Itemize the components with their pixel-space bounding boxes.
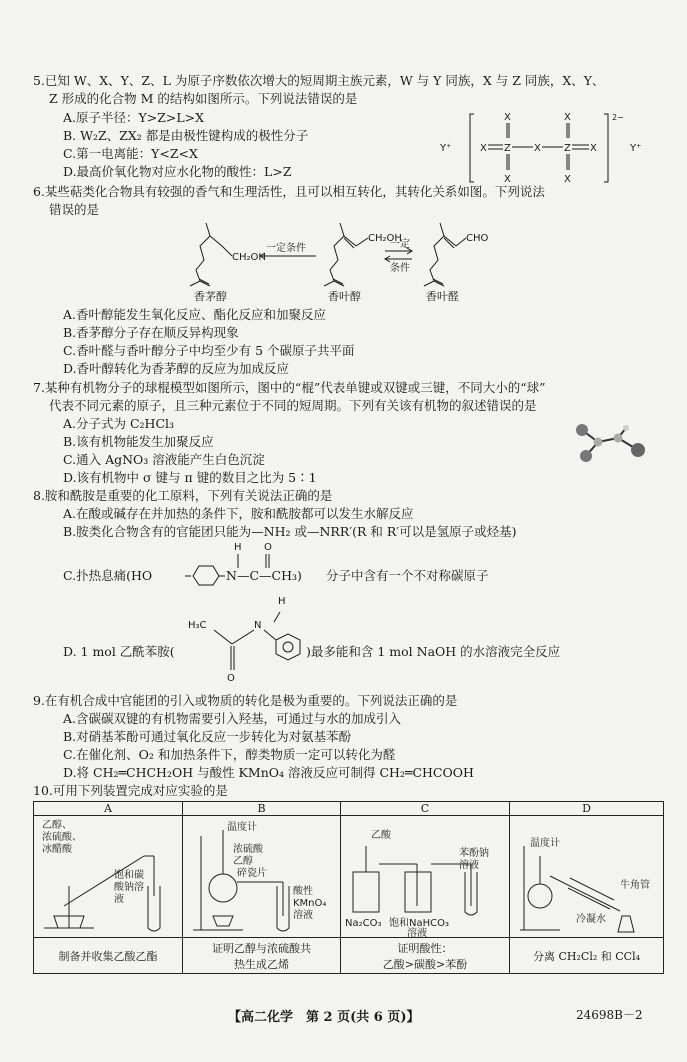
- svg-text:Na₂CO₃: Na₂CO₃: [345, 918, 382, 929]
- q9-stem: 9.在有机合成中官能团的引入或物质的转化是极为重要的。下列说法正确的是: [33, 693, 458, 708]
- svg-text:浓硫酸: 浓硫酸: [233, 844, 263, 855]
- q5-structure-figure: [440, 108, 650, 186]
- q8-option-c-prefix: C.扑热息痛(HO: [63, 568, 153, 583]
- q9-option-d: D.将 CH₂═CHCH₂OH 与酸性 KMnO₄ 溶液反应可制得 CH₂═CHCOOH: [63, 765, 474, 780]
- q5-option-c: C.第一电离能：Y<Z<X: [63, 146, 198, 161]
- svg-text:冷凝水: 冷凝水: [576, 914, 606, 925]
- svg-text:饱和碳: 饱和碳: [114, 870, 144, 881]
- q6-option-c: C.香叶醛与香叶醇分子中均至少有 5 个碳原子共平面: [63, 343, 355, 358]
- q8-c-benzene-ring: [185, 538, 225, 586]
- q8-option-d-suffix: )最多能和含 1 mol NaOH 的水溶液完全反应: [306, 644, 561, 659]
- svg-text:温度计: 温度计: [530, 838, 560, 849]
- q6-reaction-scheme: [170, 218, 510, 306]
- q10-caption-d: 分离 CH₂Cl₂ 和 CCl₄: [510, 938, 664, 974]
- q7-option-a: A.分子式为 C₂HCl₃: [63, 416, 175, 431]
- atom-x-top-left: X: [504, 112, 511, 123]
- q8-d-n-label: N: [254, 620, 262, 631]
- svg-text:浓硫酸、: 浓硫酸、: [42, 832, 82, 843]
- q6-condition-2b: 条件: [390, 263, 410, 274]
- q10-figure-b: [183, 816, 341, 938]
- svg-text:温度计: 温度计: [227, 822, 257, 833]
- svg-text:牛角管: 牛角管: [620, 880, 650, 891]
- q7-option-c: C.通入 AgNO₃ 溶液能产生白色沉淀: [63, 452, 265, 467]
- atom-x-right: X: [590, 143, 597, 154]
- q10-apparatus-table: [33, 801, 664, 974]
- svg-text:饱和NaHCO₃: 饱和NaHCO₃: [389, 918, 449, 929]
- q8-d-o-label: O: [227, 673, 235, 684]
- svg-text:酸钠溶: 酸钠溶: [114, 882, 144, 893]
- atom-z-left: Z: [504, 143, 511, 154]
- svg-text:液: 液: [114, 894, 124, 905]
- q7-stem-line2: 代表不同元素的原子，且三种元素位于不同的短周期。下列有关该有机物的叙述错误的是: [49, 398, 537, 413]
- q5-stem-line2: Z 形成的化合物 M 的结构如图所示。下列说法错误的是: [49, 91, 358, 106]
- atom-x-bottom-left: X: [504, 174, 511, 185]
- q10-header-a: A: [34, 802, 183, 816]
- page-footer-title: 【高二化学 第 2 页(共 6 页)】: [228, 1010, 420, 1025]
- q6-option-a: A.香叶醇能发生氧化反应、酯化反应和加聚反应: [63, 307, 327, 322]
- q10-header-c: C: [341, 802, 510, 816]
- atom-z-right: Z: [564, 143, 571, 154]
- q7-option-b: B.该有机物能发生加聚反应: [63, 434, 214, 449]
- svg-text:溶液: 溶液: [293, 910, 313, 921]
- q5-option-d: D.最高价氧化物对应水化物的酸性：L>Z: [63, 164, 292, 179]
- q10-figure-c: [341, 816, 510, 938]
- q10-stem: 10.可用下列装置完成对应实验的是: [33, 783, 228, 798]
- q8-d-acetanilide-structure: [200, 600, 310, 672]
- q7-stem-line1: 7.某种有机物分子的球棍模型如图所示，图中的“棍”代表单键或双键或三键，不同大小的“球”: [33, 380, 546, 395]
- q8-stem: 8.胺和酰胺是重要的化工原料，下列有关说法正确的是: [33, 488, 333, 503]
- q6-label-citronellol: 香茅醇: [194, 290, 227, 303]
- q10-figure-a: [34, 816, 183, 938]
- q10-caption-b: 证明乙醇与浓硫酸共 热生成乙烯: [183, 938, 341, 974]
- cation-left: Y⁺: [440, 143, 452, 154]
- q6-label-geranial: 香叶醛: [426, 290, 459, 303]
- anion-charge: 2−: [612, 113, 624, 122]
- q6-ch2oh-1: CH₂OH: [232, 252, 266, 263]
- atom-x-left: X: [480, 143, 487, 154]
- q6-ch2oh-2: CH₂OH: [368, 233, 402, 244]
- svg-text:冰醋酸: 冰醋酸: [42, 844, 72, 855]
- q8-c-h-label: H: [234, 542, 242, 553]
- page-footer-code: 24698B－2: [576, 1008, 643, 1022]
- q10-header-b: B: [183, 802, 341, 816]
- q5-option-b: B. W₂Z、ZX₂ 都是由极性键构成的极性分子: [63, 128, 309, 143]
- svg-text:乙醇: 乙醇: [233, 856, 253, 867]
- q8-c-o-label: O: [264, 542, 272, 553]
- svg-text:酸性: 酸性: [293, 886, 313, 897]
- q8-option-c-suffix: 分子中含有一个不对称碳原子: [326, 568, 489, 583]
- q6-option-b: B.香茅醇分子存在顺反异构现象: [63, 325, 239, 340]
- svg-text:乙醇、: 乙醇、: [42, 820, 72, 831]
- q6-condition-1: 一定条件: [266, 243, 306, 254]
- q7-ball-stick-model: [570, 420, 655, 465]
- q10-header-d: D: [510, 802, 664, 816]
- q10-caption-a: 制备并收集乙酸乙酯: [34, 938, 183, 974]
- q8-d-h3c-label: H₃C: [188, 620, 207, 631]
- q8-d-h-label: H: [278, 596, 286, 607]
- svg-text:碎瓷片: 碎瓷片: [237, 868, 267, 879]
- q10-caption-c: 证明酸性： 乙酸>碳酸>苯酚: [341, 938, 510, 974]
- q9-option-a: A.含碳碳双键的有机物需要引入羟基，可通过与水的加成引入: [63, 711, 402, 726]
- q6-cho: CHO: [466, 233, 489, 244]
- q6-option-d: D.香叶醇转化为香茅醇的反应为加成反应: [63, 361, 290, 376]
- q10-figure-d: [510, 816, 664, 938]
- q8-c-bonds: [230, 552, 280, 570]
- svg-text:溶液: 溶液: [459, 860, 479, 871]
- q5-stem-line1: 5.已知 W、X、Y、Z、L 为原子序数依次增大的短周期主族元素，W 与 Y 同族，X 与 Z 同族，X、Y、: [33, 73, 605, 88]
- q6-label-geraniol: 香叶醇: [328, 290, 361, 303]
- atom-x-top-right: X: [564, 112, 571, 123]
- atom-x-bottom-right: X: [564, 174, 571, 185]
- q6-condition-2a: 一定: [390, 239, 410, 250]
- q6-stem-line2: 错误的是: [49, 202, 100, 217]
- q8-option-a: A.在酸或碱存在并加热的条件下，胺和酰胺都可以发生水解反应: [63, 506, 414, 521]
- q8-option-c-mid: N—C—CH₃): [226, 568, 302, 583]
- svg-text:KMnO₄: KMnO₄: [293, 898, 327, 909]
- q9-option-c: C.在催化剂、O₂ 和加热条件下，醇类物质一定可以转化为醛: [63, 747, 396, 762]
- svg-text:溶液: 溶液: [407, 928, 427, 938]
- q9-option-b: B.对硝基苯酚可通过氧化反应一步转化为对氨基苯酚: [63, 729, 352, 744]
- cation-right: Y⁺: [630, 143, 642, 154]
- q8-option-d-prefix: D. 1 mol 乙酰苯胺(: [63, 644, 175, 659]
- svg-text:苯酚钠: 苯酚钠: [459, 848, 489, 859]
- q5-option-a: A.原子半径：Y>Z>L>X: [63, 110, 205, 125]
- svg-text:乙酸: 乙酸: [371, 830, 391, 841]
- q7-option-d: D.该有机物中 σ 键与 π 键的数目之比为 5∶1: [63, 470, 317, 485]
- q8-option-b: B.胺类化合物含有的官能团只能为—NH₂ 或—NRR′(R 和 R′可以是氢原子或烃基): [63, 524, 517, 539]
- atom-x-bridge: X: [534, 143, 541, 154]
- q6-stem-line1: 6.某些萜类化合物具有较强的香气和生理活性，且可以相互转化，其转化关系如图。下列说法: [33, 184, 545, 199]
